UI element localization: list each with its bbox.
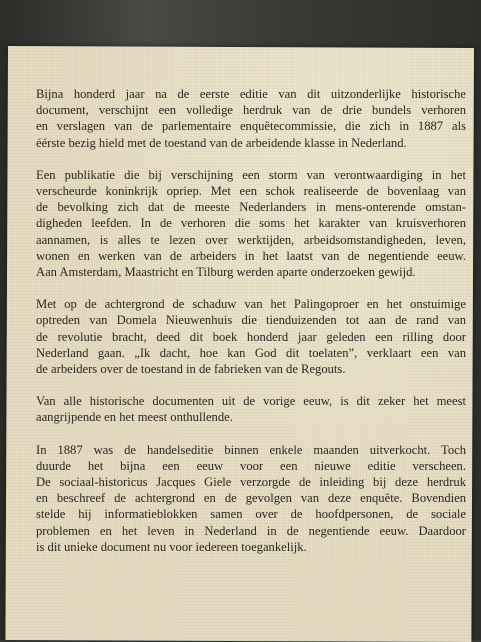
text-line: verscheurde koninkrijk opriep. Met een schok realiseerde de bovenlaag van xyxy=(36,184,466,199)
text-line: stelde hij informatieblokken samen over de hoofdpersonen, de sociale xyxy=(36,507,466,522)
text-line: De sociaal-historicus Jacques Giele verzorgde de inleiding bij deze herdruk xyxy=(36,475,466,490)
paragraph-2 xyxy=(36,167,466,280)
text-line: de arbeiders over de toestand in de fabrieken van de Regouts. xyxy=(36,362,346,377)
text-line: éérste bezig hield met de toestand van de arbeidende klasse in Nederland. xyxy=(36,135,407,150)
text-line: Bijna honderd jaar na de eerste editie van dit uitzonderlijke historische xyxy=(36,87,466,101)
text-line: en beschreef de achtergrond en de gevolgen van deze enquête. Bovendien xyxy=(36,491,466,506)
text-line: aangrijpende en het meest onthullende. xyxy=(36,410,233,425)
blurb-text-block xyxy=(36,86,466,571)
paragraph-4 xyxy=(36,393,466,425)
text-line: Aan Amsterdam, Maastricht en Tilburg werden aparte onderzoeken gewijd. xyxy=(36,265,416,280)
text-line: Een publikatie die bij verschijning een storm van verontwaardiging in het xyxy=(36,167,466,182)
paragraph-1 xyxy=(36,86,466,151)
text-line: problemen en het leven in Nederland in de negentiende eeuw. Daardoor xyxy=(36,523,466,538)
paragraph-5 xyxy=(36,442,466,555)
text-line: is dit unieke document nu voor iedereen toegankelijk. xyxy=(36,539,307,554)
text-line: de revolutie bracht, deed dit boek honderd jaar geleden een rilling door xyxy=(36,329,466,344)
paragraph-3 xyxy=(36,296,466,377)
text-line: document, verschijnt een volledige herdruk van de drie bundels verhoren xyxy=(36,103,466,118)
text-line: duurde het bijna een eeuw voor een nieuwe editie verscheen. xyxy=(36,458,466,473)
text-line: In 1887 was de handelseditie binnen enkele maanden uitverkocht. Toch xyxy=(36,442,466,457)
text-line: de bevolking zich dat de meeste Nederlanders in mens-onterende omstan- xyxy=(36,200,466,215)
text-line: aannamen, is alles te lezen over werktijden, arbeidsomstandigheden, leven, xyxy=(36,232,466,247)
text-line: Met op de achtergrond de schaduw van het Palingoproer en het onstuimige xyxy=(36,297,466,312)
text-line: en verslagen van de parlementaire enquêtecommissie, die zich in 1887 als xyxy=(36,119,466,134)
text-line: optreden van Domela Nieuwenhuis die tienduizenden tot aan de rand van xyxy=(36,313,466,328)
text-line: Van alle historische documenten uit de vorige eeuw, is dit zeker het meest xyxy=(36,394,466,409)
text-line: digheden leefden. In de verhoren die soms het karakter van kruisverhoren xyxy=(36,216,466,231)
text-line: Nederland gaan. „Ik dacht, hoe kan God dit toelaten”, verklaart een van xyxy=(36,345,466,360)
text-line: wonen en werken van de arbeiders in het laatst van de negentiende eeuw. xyxy=(36,248,466,263)
